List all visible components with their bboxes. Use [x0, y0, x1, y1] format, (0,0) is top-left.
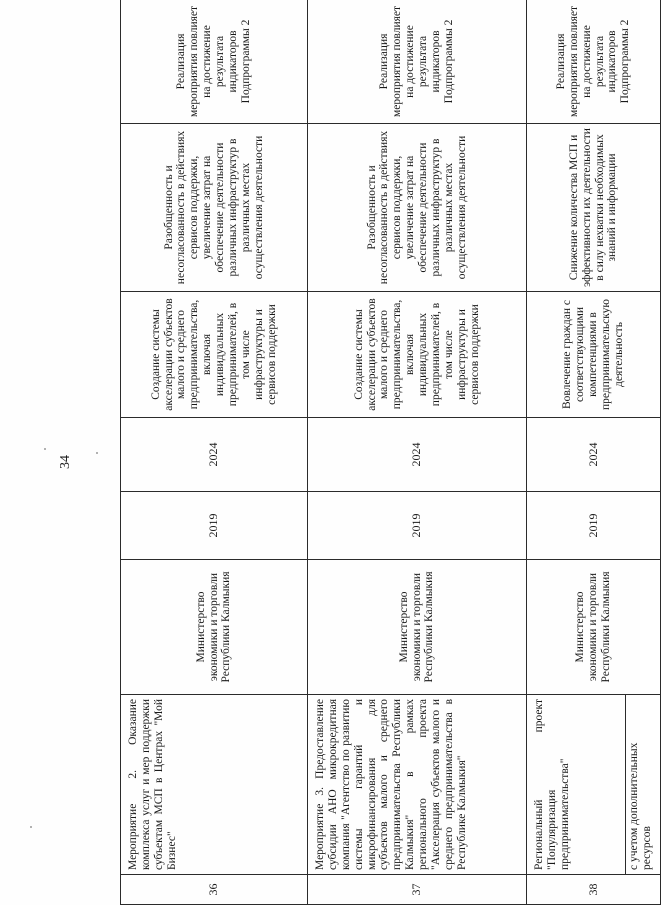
executor-cell: Министерство экономики и торговли Республики Калмыкия — [527, 560, 661, 695]
table-row — [527, 0, 626, 905]
page-number: 34 — [58, 455, 73, 469]
executor-cell: Министерство экономики и торговли Республики Калмыкия — [121, 560, 308, 695]
start-year: 2019 — [121, 492, 308, 560]
end-year: 2024 — [527, 418, 661, 492]
scan-speck — [30, 826, 32, 828]
expected-result: Вовлечение граждан с соответствующими компетенциями в предпринимательскую деятельность — [527, 292, 661, 418]
end-year: 2024 — [121, 418, 308, 492]
start-year: 2019 — [527, 492, 661, 560]
measures-table — [120, 0, 661, 905]
end-year: 2024 — [308, 418, 527, 492]
table-row — [308, 0, 527, 905]
rotated-table-wrapper — [120, 0, 653, 905]
start-year: 2019 — [308, 492, 527, 560]
row-number: 37 — [308, 875, 527, 905]
indicator-link: Реализация мероприятия повлияет на достижение результата индикаторов Подпрограммы 2 — [121, 0, 308, 124]
row-number: 38 — [527, 875, 661, 905]
row-number: 36 — [121, 875, 308, 905]
expected-result: Создание системы акселерации субъектов малого и среднего предпринимательства, включая индивидуальных предпринимателей, в том числе инфраструктуры и сервисов поддержки — [308, 292, 527, 418]
non-implementation-consequences: Снижение количества МСП и эффективности их деятельности в силу нехватки необходимых знаний и информации — [527, 124, 661, 292]
non-implementation-consequences: Разобщенность и несогласованность в действиях сервисов поддержки, увеличение затрат на обеспечение деятельности различных инфраструктур в различных местах осуществления деятельности — [121, 124, 308, 292]
measure-name: Региональный проект "Популяризация предпринимательства" — [527, 695, 626, 875]
indicator-link: Реализация мероприятия повлияет на достижение результата индикаторов Подпрограммы 2 — [527, 0, 661, 124]
measure-name: Мероприятие 2. Оказание комплекса услуг и мер поддержки субъектам МСП в Центрах "Мой Бизнес" — [121, 695, 308, 875]
scan-speck — [44, 448, 46, 450]
table-row — [121, 0, 308, 905]
measure-name: Мероприятие 3. Предоставление субсидии АНО микрокредитная компания "Агентство по развитию системы гарантий и микрофинансирования для субъектов малого и среднего предпринимательства Республики Калмыкия" в рамках регионального проекта "Акселерация субъектов малого и среднего предпринимательства в Республике Калмыкия" — [308, 695, 527, 875]
executor-cell: Министерство экономики и торговли Республики Калмыкия — [308, 560, 527, 695]
indicator-link: Реализация мероприятия повлияет на достижение результата индикаторов Подпрограммы 2 — [308, 0, 527, 124]
scan-speck — [96, 452, 98, 454]
measure-name-extra: с учетом дополнительных ресурсов — [626, 695, 661, 875]
non-implementation-consequences: Разобщенность и несогласованность в действиях сервисов поддержки, увеличение затрат на обеспечение деятельности различных инфраструктур в различных местах осуществления деятельности — [308, 124, 527, 292]
expected-result: Создание системы акселерации субъектов малого и среднего предпринимательства, включая индивидуальных предпринимателей, в том числе инфраструктуры и сервисов поддержки — [121, 292, 308, 418]
